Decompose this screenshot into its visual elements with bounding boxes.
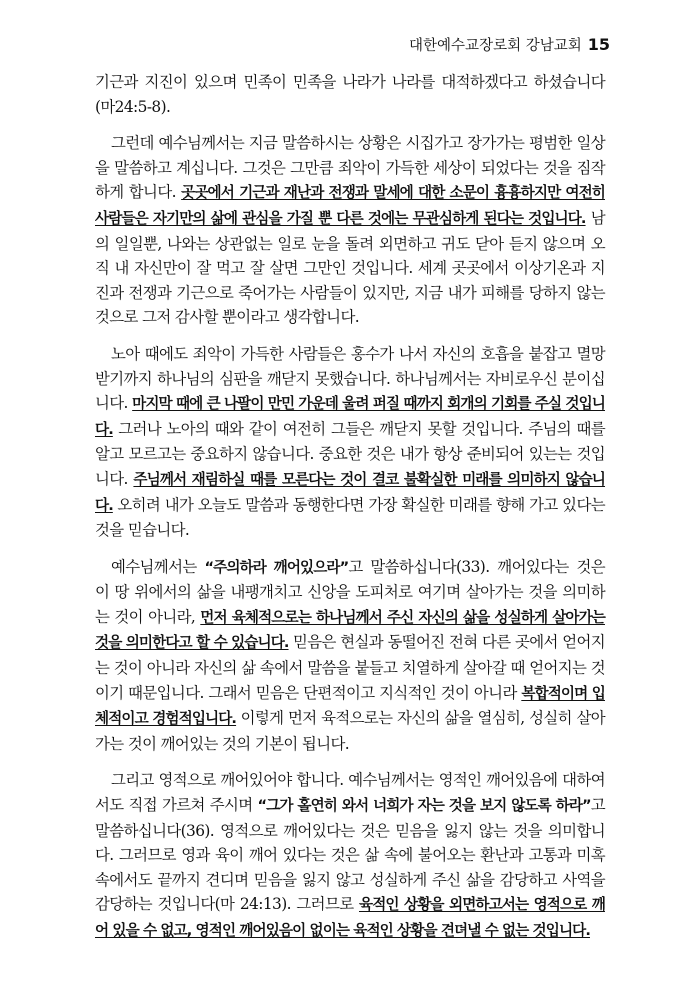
text-run: 고 말씀하십니다(36). 영적으로 깨어있다는 것은 믿음을 잃지 않는 것을 의미합니다. 그러므로 영과 육이 깨어 있다는 것은 삶 속에 불어오는 환난과 고통과 미혹 속에서도 끝까지 견디며 믿음을 잃지 않고 성실하게 주신 삶을 감당하고 사역을 감당하는 것입니다(마 24:13). 그러므로 [95,796,606,914]
quoted-text: “그가 홀연히 와서 너희가 자는 것을 보지 않도록 하라” [257,797,591,815]
text-run: 그리고 영적으로 깨어있어야 합니다. 예수님께서는 영적인 깨어있음에 대하여서도 직접 가르쳐 주시며 [95,771,605,815]
paragraph [95,342,605,543]
emphasized-text: 복합적이며 입체적이고 경험적입니다. [95,684,605,728]
text-run: 그러나 노아의 때와 같이 여전히 그들은 깨닫지 못할 것입니다. 주님의 때를 알고 모르고는 중요하지 않습니다. 중요한 것은 내가 항상 준비되어 있는는 것입니다. [95,419,605,488]
paragraph [95,768,605,943]
text-run: 그런데 예수님께서는 지금 말씀하시는 상황은 시집가고 장가가는 평범한 일상을 말씀하고 계십니다. 그것은 그만큼 죄악이 가득한 세상이 되었다는 것을 짐작하게 합니다. [95,134,605,202]
page-number: 15 [587,35,610,54]
text-run: 노아 때에도 죄악이 가득한 사람들은 홍수가 나서 자신의 호흡을 붙잡고 멸망받기까지 하나님의 심판을 깨닫지 못했습니다. 하나님께서는 자비로우신 분이십니다. [95,344,605,413]
sermon-body [95,70,605,956]
text-run: 예수님께서는 [111,557,205,576]
emphasized-text: 먼저 육체적으로는 하나님께서 주신 자신의 삶을 성실하게 살아가는 것을 의미한다고 할 수 있습니다. [95,608,605,652]
emphasized-text: 주님께서 재림하실 때를 모른다는 것이 결코 불확실한 미래를 의미하지 않습니다. [95,470,606,514]
page-header [409,34,610,55]
text-run: 믿음은 현실과 동떨어진 전혀 다른 곳에서 얻어지는 것이 아니라 자신의 삶 속에서 말씀을 붙들고 치열하게 살아갈 때 얻어지는 것이기 때문입니다. 그래서 믿음은 단편적이고 지식적인 것이 아니라 [95,633,605,702]
emphasized-text: 육적인 상황을 외면하고서는 영적으로 깨어 있을 수 없고, 영적인 깨어있음이 없이는 육적인 상황을 견뎌낼 수 없는 것입니다. [95,896,605,939]
text-run: 기근과 지진이 있으며 민족이 민족을 나라가 나라를 대적하겠다고 하셨습니다(마24:5-8). [95,73,605,116]
emphasized-text: 마지막 때에 큰 나팔이 만민 가운데 울려 퍼질 때까지 회개의 기회를 주실 것입니다. [95,395,605,438]
text-run: 남의 일일뿐, 나와는 상관없는 일로 눈을 돌려 외면하고 귀도 닫아 듣지 않으며 오직 내 자신만이 잘 먹고 잘 살면 그만인 것입니다. 세계 곳곳에서 이상기온과 지진과 전쟁과 기근으로 죽어가는 사람들이 있지만, 지금 내가 피해를 당하지 않는 것으로 그저 감사할 뿐이라고 생각합니다. [95,208,605,327]
church-name: 대한예수교장로회 강남교회 [409,38,582,54]
quoted-text: “주의하라 깨어있으라” [204,558,349,576]
text-run: 고 말씀하십니다(33). 깨어있다는 것은 이 땅 위에서의 삶을 내팽개치고 신앙을 도피처로 여기며 살아가는 것을 의미하는 것이 아니라, [95,557,606,626]
paragraph [95,555,605,757]
paragraph [95,70,605,119]
emphasized-text: 곳곳에서 기근과 재난과 전쟁과 말세에 대한 소문이 흉흉하지만 여전히 사람들은 자기만의 삶에 관심을 가질 뿐 다른 것에는 무관심하게 된다는 것입니다. [95,184,605,227]
text-run: 이렇게 먼저 육적으로는 자신의 삶을 열심히, 성실히 살아가는 것이 깨어있는 것의 기본이 됩니다. [95,709,605,753]
paragraph [95,131,605,330]
text-run: 오히려 내가 오늘도 말씀과 동행한다면 가장 확실한 미래를 향해 가고 있다는 것을 믿습니다. [95,495,605,540]
